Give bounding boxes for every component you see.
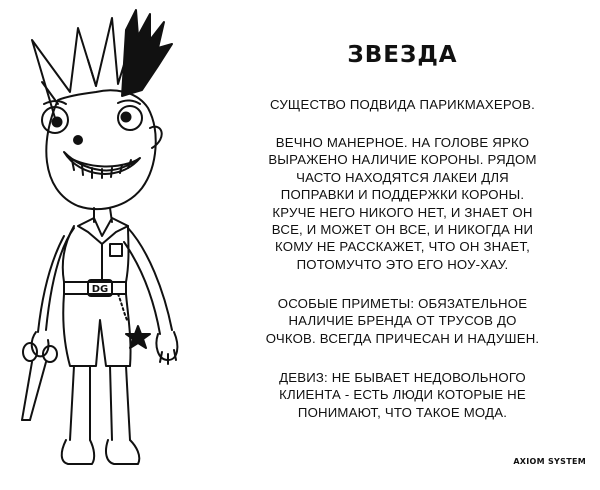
text-line: ПОНИМАЮТ, ЧТО ТАКОЕ МОДА.	[297, 404, 508, 420]
crown-mohawk	[122, 10, 172, 96]
text-line: ВЕЧНО МАНЕРНОЕ. НА ГОЛОВЕ ЯРКО	[275, 135, 530, 150]
text-line: ДЕВИЗ: НЕ БЫВАЕТ НЕДОВОЛЬНОГО	[279, 370, 526, 385]
scissors-icon	[22, 343, 57, 420]
torso	[63, 226, 129, 282]
text-line: КРУЧЕ НЕГО НИКОГО НЕТ, И ЗНАЕТ ОН	[272, 204, 533, 220]
head	[46, 90, 155, 209]
description-subtype	[215, 96, 590, 113]
description-panel	[215, 0, 590, 490]
footer-credit: AXIOM SYSTEM	[513, 457, 586, 466]
description-features	[215, 295, 590, 347]
text-line: КЛИЕНТА - ЕСТЬ ЛЮДИ КОТОРЫЕ НЕ	[279, 387, 526, 403]
page-title: ЗВЕЗДА	[347, 42, 458, 68]
text-line: ОСОБЫЕ ПРИМЕТЫ: ОБЯЗАТЕЛЬНОЕ	[277, 296, 528, 311]
shorts	[63, 294, 130, 366]
text-line: ПОПРАВКИ И ПОДДЕРЖКИ КОРОНЫ.	[280, 187, 525, 203]
description-character	[215, 134, 590, 273]
hairdresser-illustration	[0, 0, 230, 490]
text-line: КОМУ НЕ РАССКАЖЕТ, ЧТО ОН ЗНАЕТ,	[275, 239, 530, 255]
belt-buckle-text: DG	[91, 284, 109, 295]
text-line: ОЧКОВ. ВСЕГДА ПРИЧЕСАН И НАДУШЕН.	[265, 330, 540, 346]
text-line: ВСЕ, И МОЖЕТ ОН ВСЕ, И НИКОГДА НИ	[271, 222, 534, 238]
text-line: ВЫРАЖЕНО НАЛИЧИЕ КОРОНЫ. РЯДОМ	[268, 152, 537, 168]
text-line: НАЛИЧИЕ БРЕНДА ОТ ТРУСОВ ДО	[288, 313, 517, 329]
text-line: СУЩЕСТВО ПОДВИДА ПАРИКМАХЕРОВ.	[270, 97, 535, 112]
text-line: ЧАСТО НАХОДЯТСЯ ЛАКЕИ ДЛЯ	[296, 169, 509, 185]
text-line: ПОТОМУЧТО ЭТО ЕГО НОУ-ХАУ.	[296, 256, 509, 272]
nose	[74, 136, 82, 144]
description-motto	[215, 369, 590, 421]
